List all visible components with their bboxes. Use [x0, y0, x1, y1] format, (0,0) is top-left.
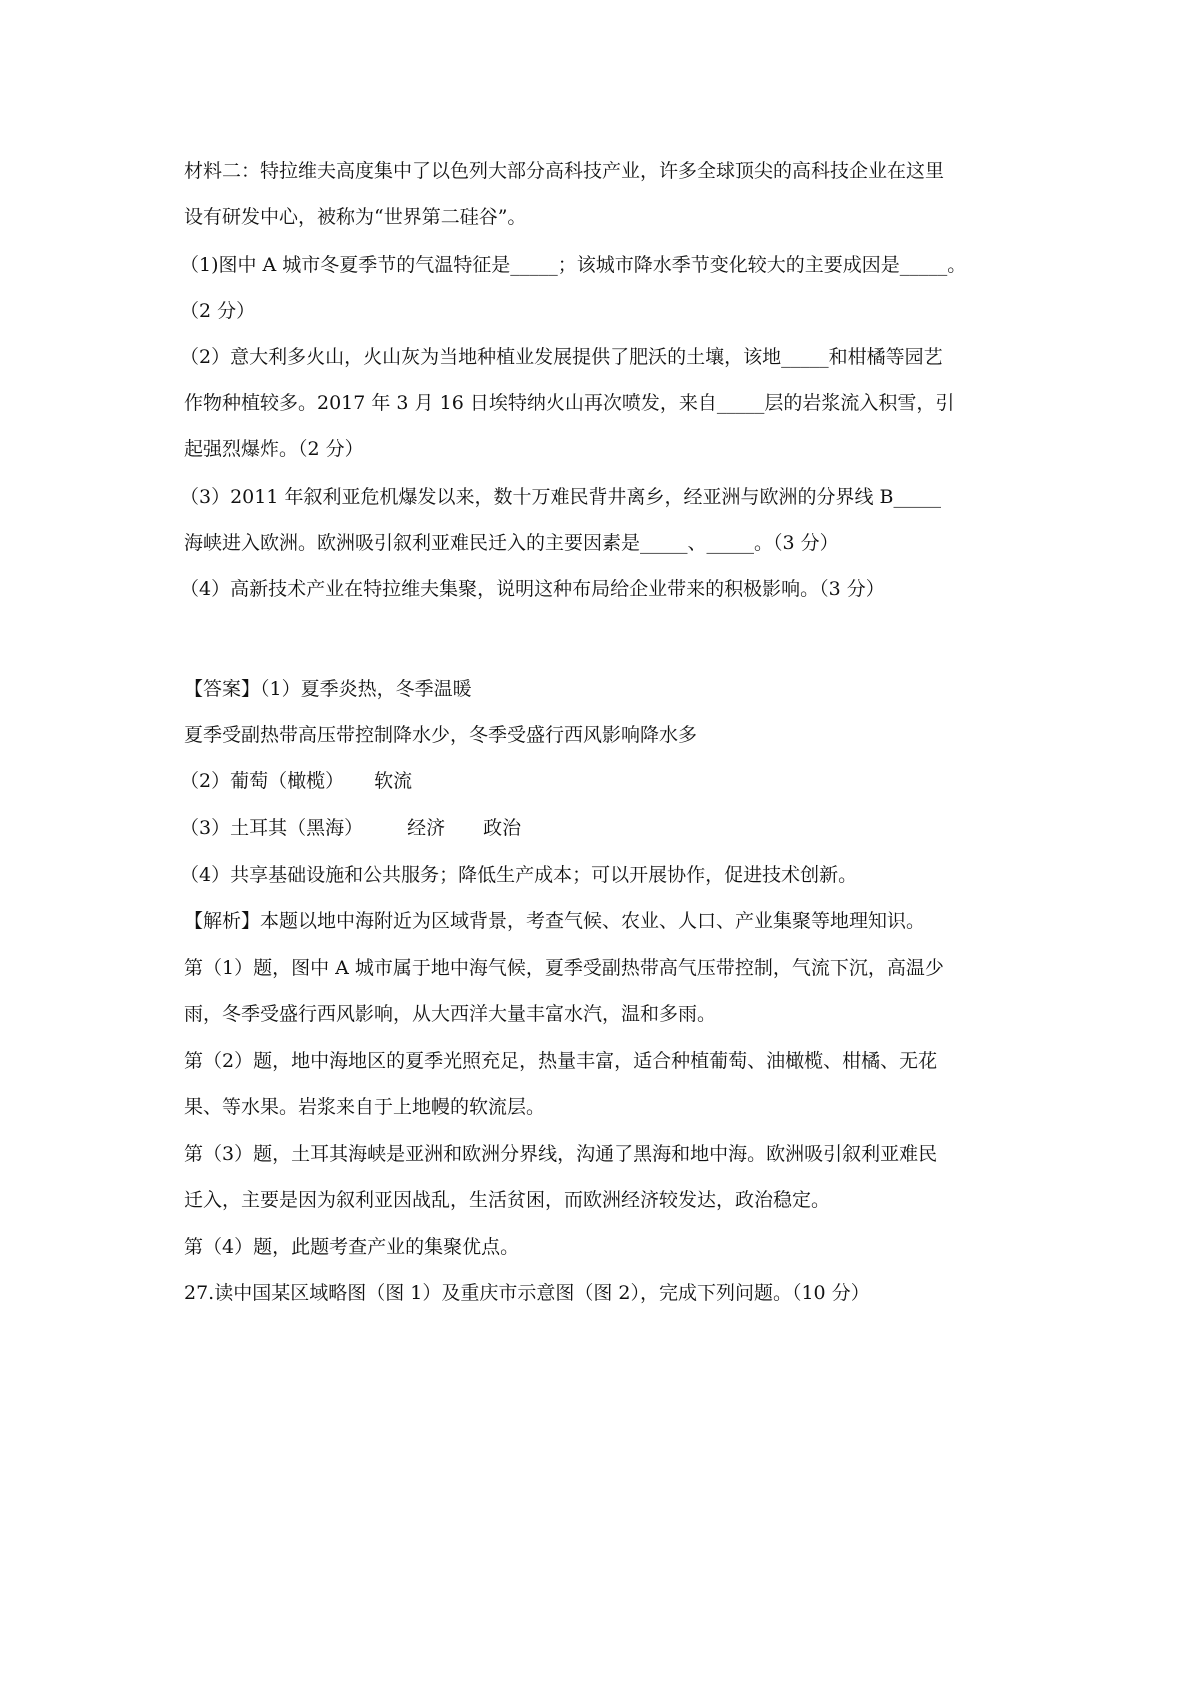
analysis-line-1: 【解析】本题以地中海附近为区域背景，考查气候、农业、人口、产业集聚等地理知识。 [184, 910, 926, 932]
question-2-line-3: 起强烈爆炸。（2 分） [184, 438, 364, 460]
answer-3-value-2: 政治 [483, 817, 522, 839]
analysis-line-3: 雨，冬季受盛行西风影响，从大西洋大量丰富水汽，温和多雨。 [184, 1003, 717, 1025]
question-27-line: 27.读中国某区域略图（图 1）及重庆市示意图（图 2），完成下列问题。（10 分） [184, 1282, 870, 1304]
material-line-2: 设有研发中心，被称为“世界第二硅谷”。 [184, 206, 527, 228]
question-3-line-1: （3）2011 年叙利亚危机爆发以来，数十万难民背井离乡，经亚洲与欧洲的分界线 B_____ [180, 486, 941, 508]
question-3-line-2: 海峡进入欧洲。欧洲吸引叙利亚难民迁入的主要因素是_____、_____。（3 分） [184, 532, 839, 554]
question-4-line-1: （4）高新技术产业在特拉维夫集聚，说明这种布局给企业带来的积极影响。（3 分） [180, 578, 885, 600]
answer-2-label: （2）葡萄（橄榄） [180, 770, 345, 792]
analysis-line-8: 第（4）题，此题考查产业的集聚优点。 [184, 1236, 520, 1258]
answer-line-5: （4）共享基础设施和公共服务；降低生产成本；可以开展协作，促进技术创新。 [180, 864, 858, 886]
analysis-line-6: 第（3）题，土耳其海峡是亚洲和欧洲分界线，沟通了黑海和地中海。欧洲吸引叙利亚难民 [184, 1143, 938, 1165]
answer-line-1: 【答案】（1）夏季炎热，冬季温暖 [184, 678, 472, 700]
question-2-line-1: （2）意大利多火山，火山灰为当地种植业发展提供了肥沃的土壤，该地_____和柑橘等园艺 [180, 346, 943, 368]
analysis-line-5: 果、等水果。岩浆来自于上地幔的软流层。 [184, 1096, 546, 1118]
answer-line-4 [180, 815, 521, 841]
material-line-1: 材料二：特拉维夫高度集中了以色列大部分高科技产业，许多全球顶尖的高科技企业在这里 [184, 160, 945, 182]
question-1-line-2: （2 分） [180, 300, 256, 322]
question-1-line-1: （1)图中 A 城市冬夏季节的气温特征是_____；该城市降水季节变化较大的主要成因是_____。 [180, 254, 967, 276]
analysis-line-4: 第（2）题，地中海地区的夏季光照充足，热量丰富，适合种植葡萄、油橄榄、柑橘、无花 [184, 1050, 938, 1072]
answer-3-value-1: 经济 [407, 817, 446, 839]
question-2-line-2: 作物种植较多。2017 年 3 月 16 日埃特纳火山再次喷发，来自_____层的岩浆流入积雪，引 [184, 392, 955, 414]
analysis-line-7: 迁入，主要是因为叙利亚因战乱，生活贫困，而欧洲经济较发达，政治稳定。 [184, 1189, 831, 1211]
analysis-line-2: 第（1）题，图中 A 城市属于地中海气候，夏季受副热带高气压带控制，气流下沉，高温少 [184, 957, 944, 979]
answer-3-label: （3）土耳其（黑海） [180, 817, 364, 839]
answer-line-3 [180, 768, 412, 794]
answer-2-value: 软流 [374, 770, 413, 792]
answer-line-2: 夏季受副热带高压带控制降水少，冬季受盛行西风影响降水多 [184, 724, 698, 746]
